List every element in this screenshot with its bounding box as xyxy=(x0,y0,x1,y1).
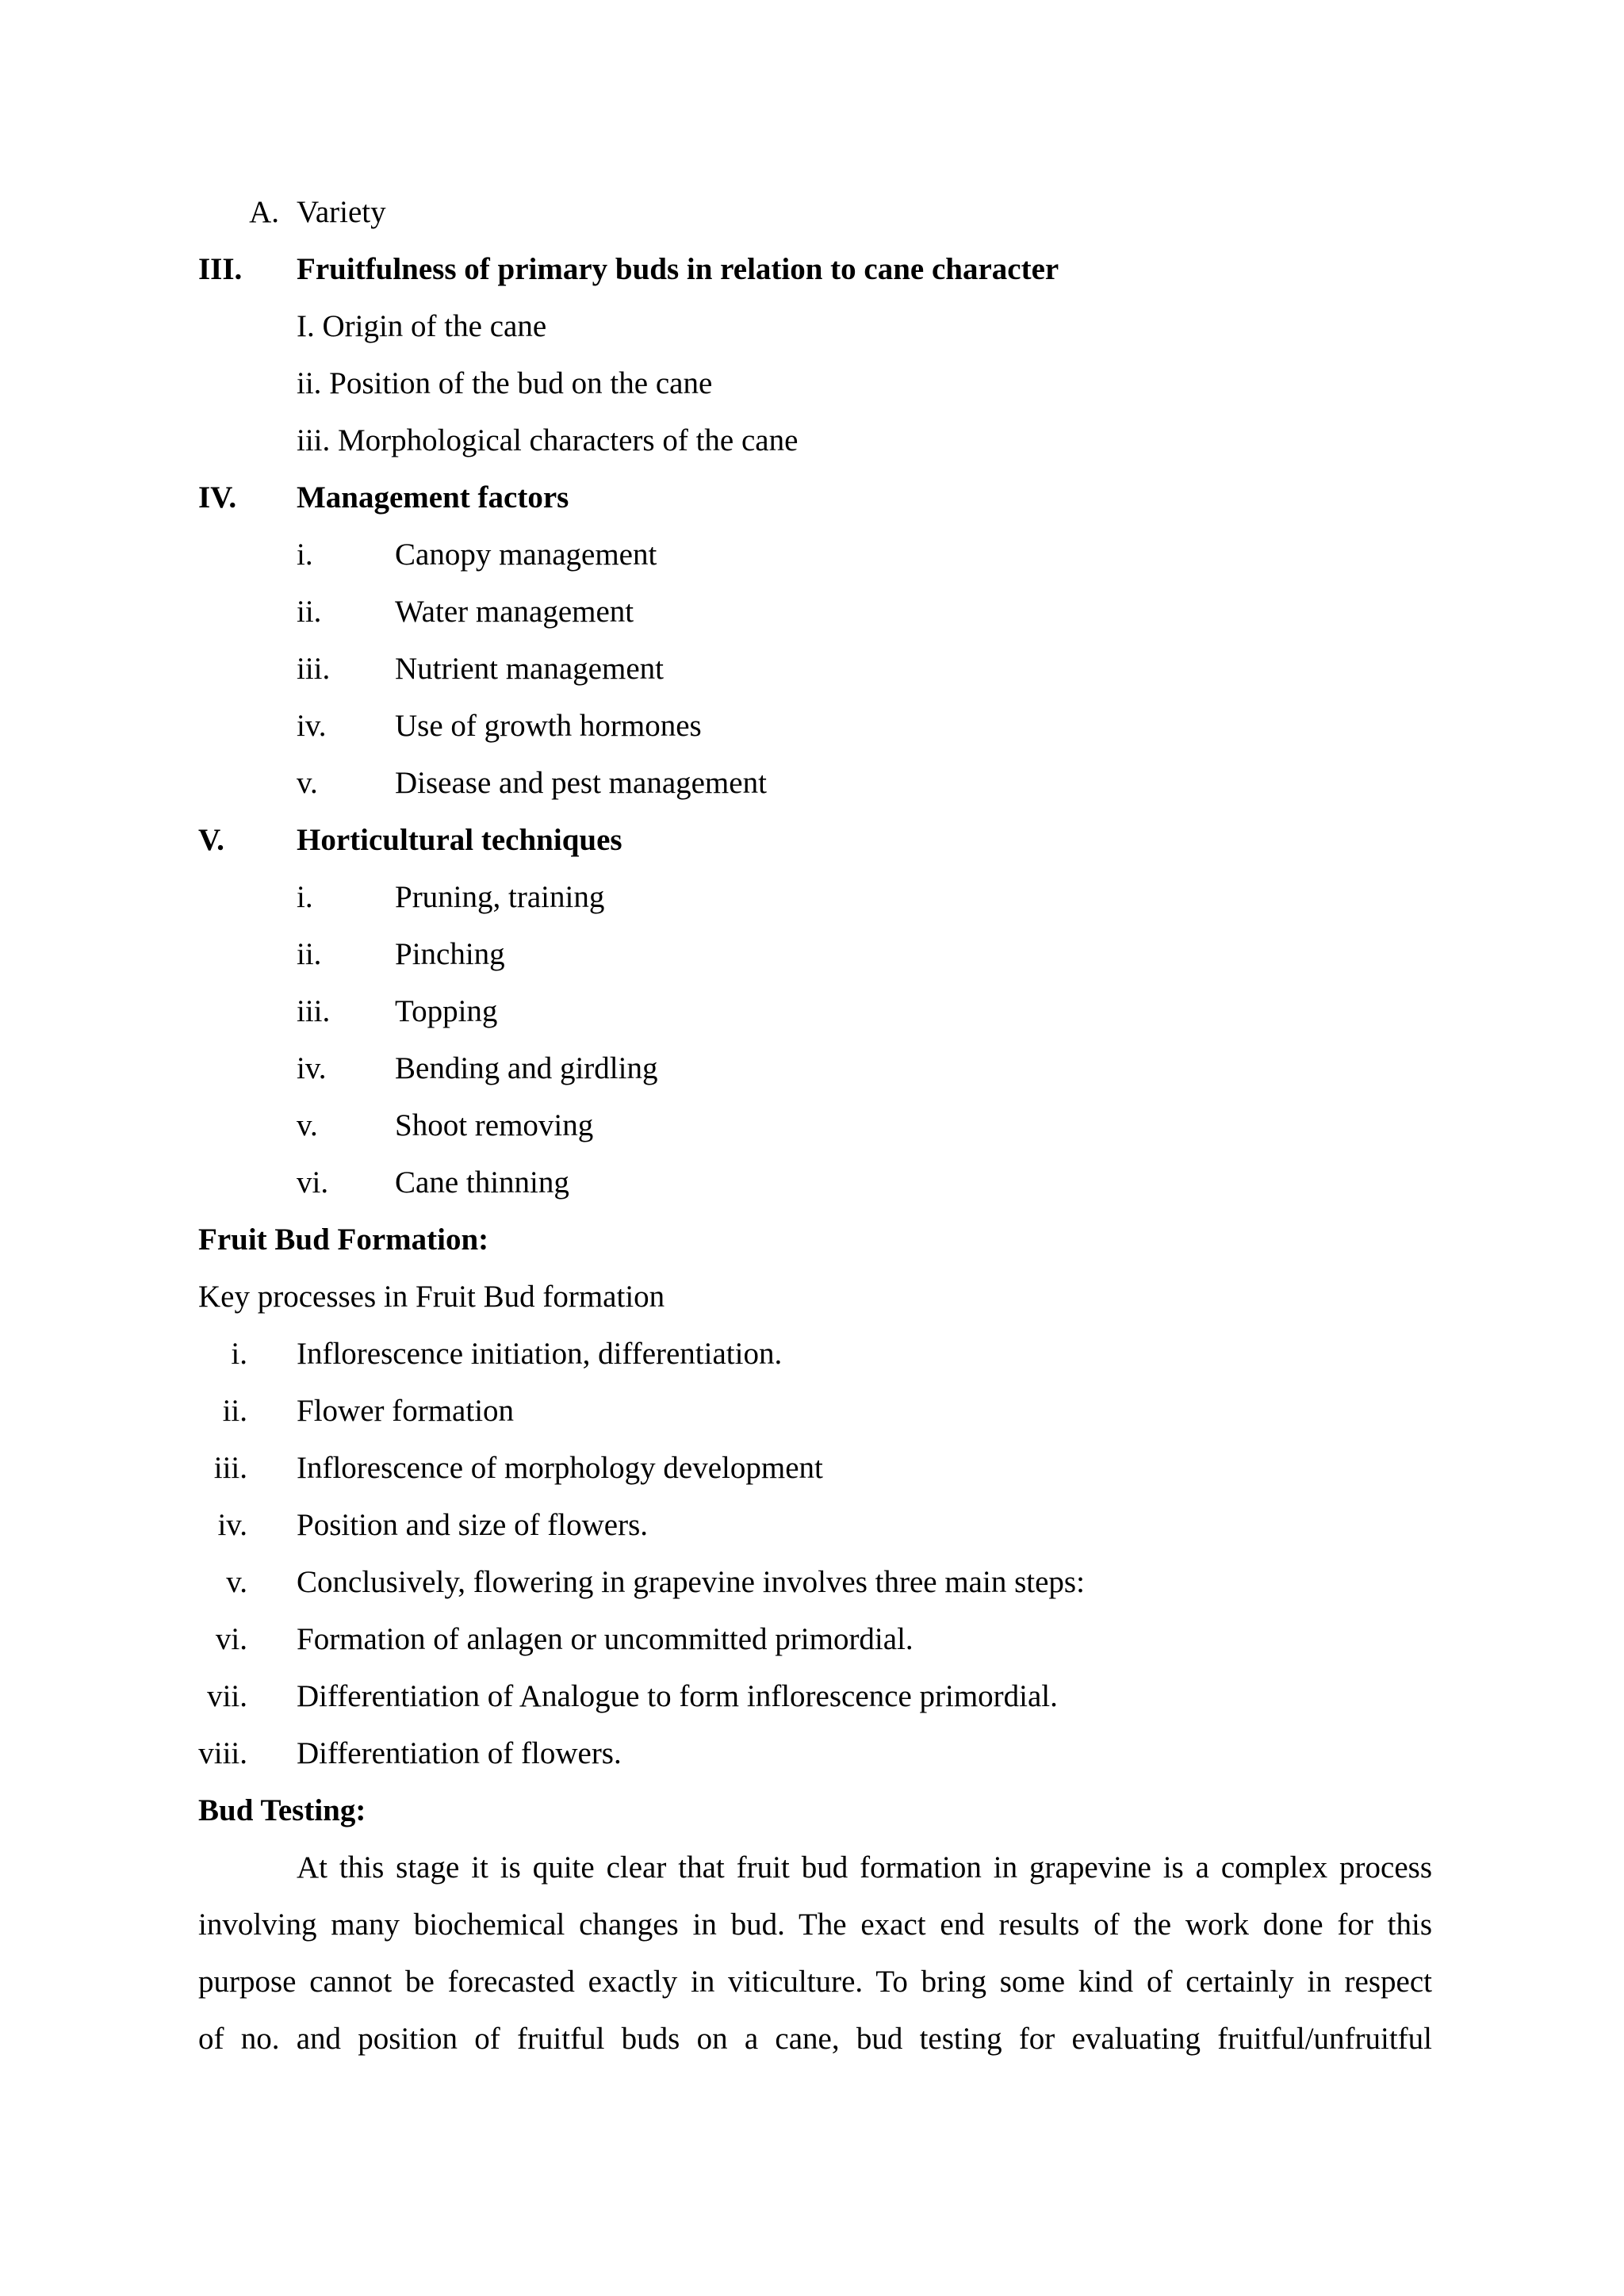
list-marker: i. xyxy=(297,538,313,572)
list-marker: vi. xyxy=(297,1165,329,1200)
list-item-text: Flower formation xyxy=(297,1394,515,1428)
list-item-text: Canopy management xyxy=(395,538,657,572)
list-marker: iii. xyxy=(213,1451,247,1485)
paragraph-line: At this stage it is quite clear that fruit bud formation in grapevine is a complex process xyxy=(297,1850,1432,1885)
paragraph-line: of no. and position of fruitful buds on a cane, bud testing for evaluating fruitful/unfruitful xyxy=(198,2022,1432,2056)
list-item-text: Conclusively, flowering in grapevine involves three main steps: xyxy=(297,1565,1085,1599)
list-item-text: Differentiation of flowers. xyxy=(297,1736,622,1770)
list-item-text: Water management xyxy=(395,595,634,629)
list-item-text: Cane thinning xyxy=(395,1165,569,1200)
list-marker: vi. xyxy=(215,1622,247,1656)
list-marker: ii. xyxy=(297,937,322,971)
list-marker: viii. xyxy=(198,1736,247,1770)
list-marker: v. xyxy=(297,766,318,800)
list-marker: iv. xyxy=(217,1508,247,1542)
list-marker: i. xyxy=(297,880,313,914)
list-item-text: Formation of anlagen or uncommitted primordial. xyxy=(297,1622,914,1656)
list-item-text: Pinching xyxy=(395,937,505,971)
list-marker: iii. xyxy=(297,652,331,686)
list-item-text: Differentiation of Analogue to form inflorescence primordial. xyxy=(297,1679,1058,1713)
list-item-text: Shoot removing xyxy=(395,1108,594,1142)
list-marker: A. xyxy=(249,195,279,229)
list-marker: i. xyxy=(231,1337,247,1371)
list-item-text: Position and size of flowers. xyxy=(297,1508,649,1542)
paragraph-line: involving many biochemical changes in bud. The exact end results of the work done for this xyxy=(198,1908,1432,1942)
list-item-text: iii. Morphological characters of the cane xyxy=(297,423,799,457)
intro-text: Key processes in Fruit Bud formation xyxy=(198,1280,665,1314)
list-marker: iii. xyxy=(297,994,331,1028)
list-marker: v. xyxy=(297,1108,318,1142)
list-marker: v. xyxy=(226,1565,247,1599)
list-marker: vii. xyxy=(207,1679,247,1713)
section-heading: Management factors xyxy=(297,480,569,515)
section-numeral: IV. xyxy=(198,480,237,515)
section-numeral: V. xyxy=(198,823,224,857)
section-heading: Fruit Bud Formation: xyxy=(198,1223,489,1257)
list-marker: ii. xyxy=(222,1394,247,1428)
list-item-text: Pruning, training xyxy=(395,880,605,914)
section-numeral: III. xyxy=(198,252,243,286)
list-item-text: Variety xyxy=(297,195,386,229)
list-item-text: Use of growth hormones xyxy=(395,709,702,743)
list-item-text: Nutrient management xyxy=(395,652,664,686)
list-marker: iv. xyxy=(297,709,327,743)
list-marker: iv. xyxy=(297,1051,327,1085)
paragraph-line: purpose cannot be forecasted exactly in viticulture. To bring some kind of certainly in respect xyxy=(198,1965,1432,1999)
list-marker: ii. xyxy=(297,595,322,629)
list-item-text: ii. Position of the bud on the cane xyxy=(297,366,713,400)
list-item-text: Inflorescence initiation, differentiation. xyxy=(297,1337,783,1371)
list-item-text: Bending and girdling xyxy=(395,1051,658,1085)
section-heading: Bud Testing: xyxy=(198,1793,366,1827)
list-item-text: I. Origin of the cane xyxy=(297,309,547,343)
section-heading: Fruitfulness of primary buds in relation to cane character xyxy=(297,252,1059,286)
list-item-text: Disease and pest management xyxy=(395,766,767,800)
list-item-text: Topping xyxy=(395,994,498,1028)
section-heading: Horticultural techniques xyxy=(297,823,622,857)
list-item-text: Inflorescence of morphology development xyxy=(297,1451,823,1485)
